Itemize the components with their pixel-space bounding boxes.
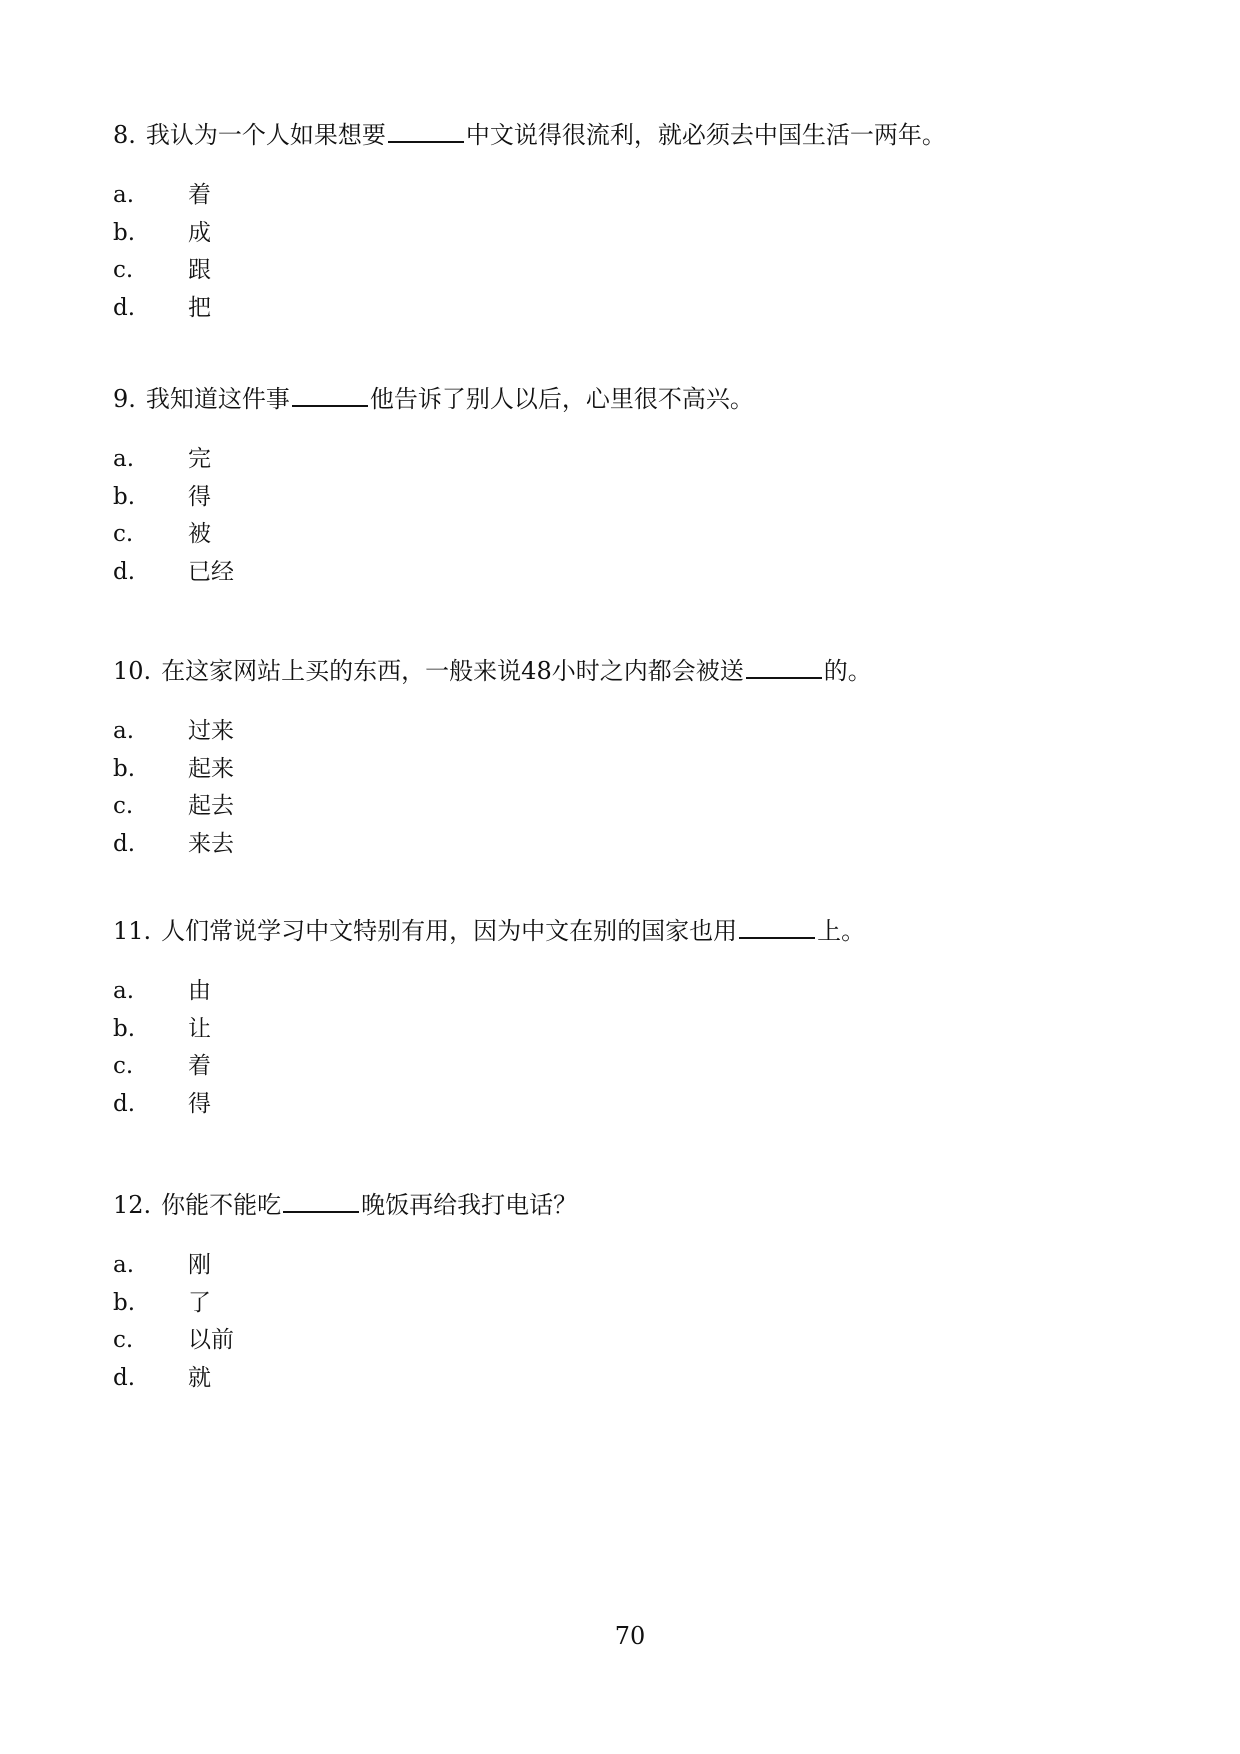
question-stem-after: 上。 [817,917,866,945]
option-text: 把 [188,294,211,321]
question-number: 12. [113,1191,152,1219]
question-text [113,383,1133,415]
option-letter: b. [113,483,136,510]
question-stem-before: 我知道这件事 [145,385,290,413]
option-letter: c. [113,793,134,819]
option-letter: d. [113,830,136,857]
question-text [113,915,1133,947]
option-text: 完 [188,446,211,472]
option-text: 以前 [188,1327,234,1353]
option-a[interactable] [113,441,1133,479]
option-d[interactable] [113,826,1133,864]
option-letter: c. [113,257,134,283]
question-12 [113,1189,1133,1397]
option-text: 刚 [188,1252,211,1278]
question-text [113,655,1133,687]
question-10 [113,655,1133,863]
option-letter: d. [113,558,136,585]
option-list [113,973,1133,1123]
option-text: 成 [188,219,211,246]
option-text: 就 [188,1364,211,1391]
question-stem-after: 中文说得很流利，就必须去中国生活一两年。 [465,121,946,149]
option-text: 跟 [188,257,211,283]
option-text: 由 [188,978,211,1004]
option-letter: a. [113,718,135,744]
question-stem-before: 在这家网站上买的东西，一般来说48小时之内都会被送 [161,657,744,685]
option-list [113,1247,1133,1397]
option-letter: a. [113,446,135,472]
option-list [113,177,1133,327]
option-letter: a. [113,1252,135,1278]
option-text: 起来 [188,755,234,782]
option-text: 被 [188,521,211,547]
option-text: 起去 [188,793,234,819]
option-c[interactable] [113,1322,1133,1360]
option-letter: d. [113,294,136,321]
option-c[interactable] [113,788,1133,826]
option-text: 让 [188,1015,211,1042]
option-text: 已经 [188,558,234,585]
option-text: 得 [188,1090,211,1117]
question-stem-after: 的。 [823,657,872,685]
option-b[interactable] [113,1011,1133,1049]
answer-blank [283,1189,359,1213]
option-text: 过来 [188,718,234,744]
option-a[interactable] [113,177,1133,215]
option-a[interactable] [113,973,1133,1011]
option-b[interactable] [113,215,1133,253]
option-b[interactable] [113,751,1133,789]
option-a[interactable] [113,1247,1133,1285]
option-text: 来去 [188,830,234,857]
option-c[interactable] [113,252,1133,290]
answer-blank [388,119,464,143]
option-b[interactable] [113,1285,1133,1323]
option-d[interactable] [113,290,1133,328]
question-number: 8. [113,121,136,149]
question-number: 10. [113,657,152,685]
question-number: 11. [113,917,152,945]
option-list [113,713,1133,863]
question-stem-before: 人们常说学习中文特别有用，因为中文在别的国家也用 [161,917,738,945]
option-text: 得 [188,483,211,510]
option-letter: a. [113,182,135,208]
option-letter: b. [113,1289,136,1316]
option-letter: b. [113,1015,136,1042]
option-c[interactable] [113,516,1133,554]
option-letter: a. [113,978,135,1004]
question-text [113,1189,1133,1221]
option-d[interactable] [113,1360,1133,1398]
option-text: 着 [188,182,211,208]
option-letter: b. [113,755,136,782]
option-c[interactable] [113,1048,1133,1086]
option-letter: d. [113,1364,136,1391]
question-stem-before: 我认为一个人如果想要 [145,121,386,149]
question-text [113,119,1133,151]
option-d[interactable] [113,1086,1133,1124]
option-d[interactable] [113,554,1133,592]
option-list [113,441,1133,591]
option-a[interactable] [113,713,1133,751]
page-number: 70 [614,1622,646,1650]
option-letter: c. [113,1327,134,1353]
question-stem-before: 你能不能吃 [161,1191,282,1219]
answer-blank [746,655,822,679]
option-b[interactable] [113,479,1133,517]
option-letter: c. [113,521,134,547]
option-letter: b. [113,219,136,246]
option-text: 着 [188,1053,211,1079]
question-9 [113,383,1133,591]
question-number: 9. [113,385,136,413]
option-letter: c. [113,1053,134,1079]
answer-blank [739,915,815,939]
question-11 [113,915,1133,1123]
option-letter: d. [113,1090,136,1117]
question-stem-after: 他告诉了别人以后，心里很不高兴。 [369,385,754,413]
question-8 [113,119,1133,327]
option-text: 了 [188,1289,211,1316]
question-stem-after: 晚饭再给我打电话？ [361,1191,578,1219]
answer-blank [292,383,368,407]
